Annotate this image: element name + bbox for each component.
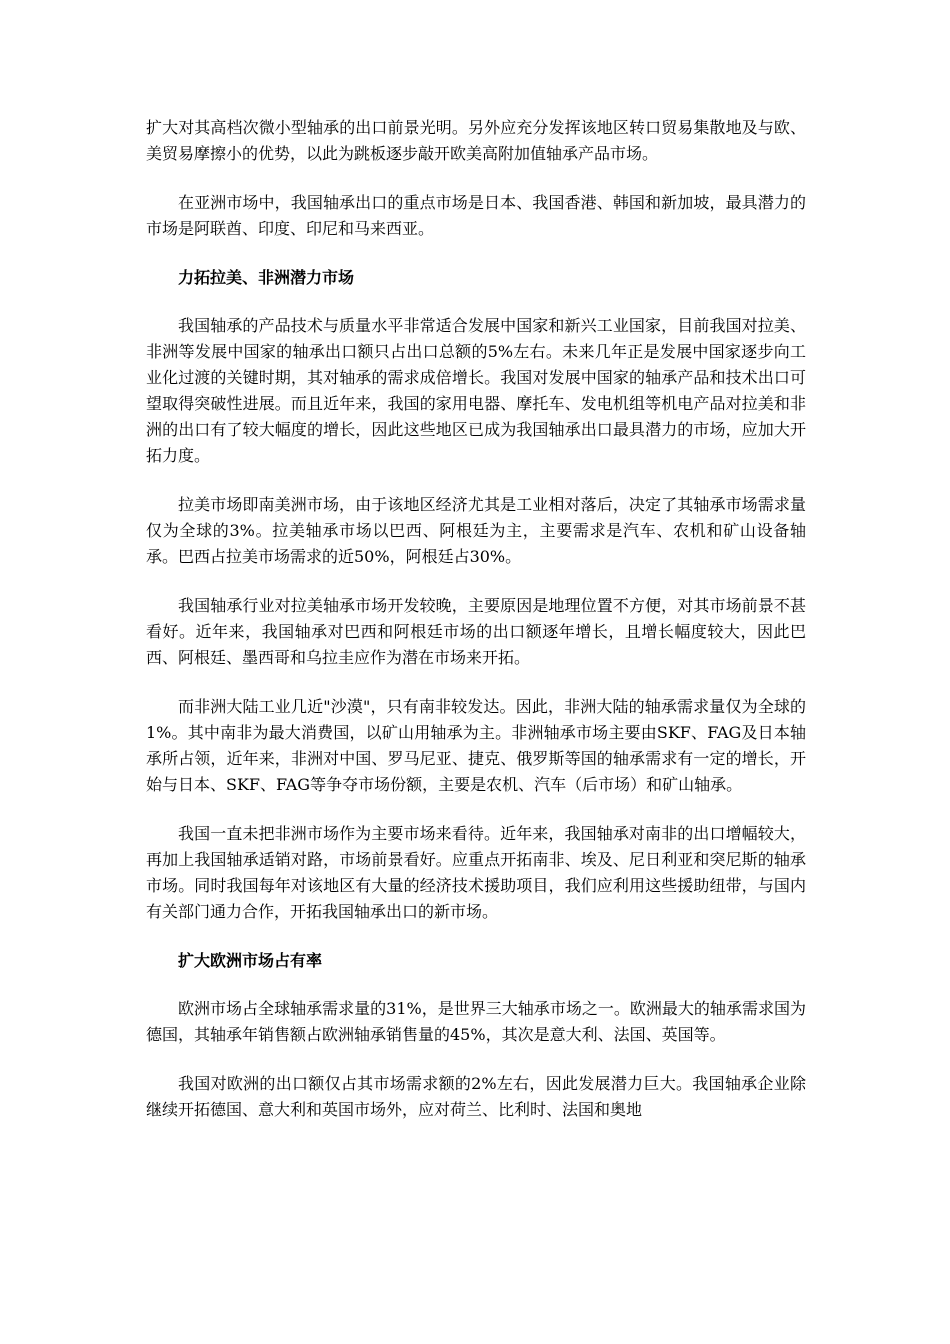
document-body [146, 115, 806, 1146]
section-heading: 扩大欧洲市场占有率 [178, 951, 323, 970]
paragraph: 而非洲大陆工业几近"沙漠"，只有南非较发达。因此，非洲大陆的轴承需求量仅为全球的1%。其中南非为最大消费国，以矿山用轴承为主。非洲轴承市场主要由SKF、FAG及日本轴承所占领，近年来，非洲对中国、罗马尼亚、捷克、俄罗斯等国的轴承需求有一定的增长，开始与日本、SKF、FAG等争夺市场份额，主要是农机、汽车（后市场）和矿山轴承。 [146, 697, 806, 794]
paragraph: 我国对欧洲的出口额仅占其市场需求额的2%左右，因此发展潜力巨大。我国轴承企业除继续开拓德国、意大利和英国市场外，应对荷兰、比利时、法国和奥地 [146, 1074, 806, 1119]
paragraph: 我国一直未把非洲市场作为主要市场来看待。近年来，我国轴承对南非的出口增幅较大，再加上我国轴承适销对路，市场前景看好。应重点开拓南非、埃及、尼日利亚和突尼斯的轴承市场。同时我国每年对该地区有大量的经济技术援助项目，我们应利用这些援助纽带，与国内有关部门通力合作，开拓我国轴承出口的新市场。 [146, 824, 806, 921]
paragraph: 我国轴承行业对拉美轴承市场开发较晚，主要原因是地理位置不方便，对其市场前景不甚看好。近年来，我国轴承对巴西和阿根廷市场的出口额逐年增长，且增长幅度较大，因此巴西、阿根廷、墨西哥和乌拉圭应作为潜在市场来开拓。 [146, 596, 806, 667]
paragraph: 在亚洲市场中，我国轴承出口的重点市场是日本、我国香港、韩国和新加坡，最具潜力的市场是阿联酋、印度、印尼和马来西亚。 [146, 193, 806, 238]
paragraph: 扩大对其高档次微小型轴承的出口前景光明。另外应充分发挥该地区转口贸易集散地及与欧、美贸易摩擦小的优势，以此为跳板逐步敲开欧美高附加值轴承产品市场。 [146, 118, 806, 163]
paragraph: 拉美市场即南美洲市场，由于该地区经济尤其是工业相对落后，决定了其轴承市场需求量仅为全球的3%。拉美轴承市场以巴西、阿根廷为主，主要需求是汽车、农机和矿山设备轴承。巴西占拉美市场需求的近50%，阿根廷占30%。 [146, 495, 806, 566]
paragraph: 欧洲市场占全球轴承需求量的31%，是世界三大轴承市场之一。欧洲最大的轴承需求国为德国，其轴承年销售额占欧洲轴承销售量的45%，其次是意大利、法国、英国等。 [146, 999, 806, 1044]
section-heading: 力拓拉美、非洲潜力市场 [178, 268, 355, 287]
paragraph: 我国轴承的产品技术与质量水平非常适合发展中国家和新兴工业国家，目前我国对拉美、非洲等发展中国家的轴承出口额只占出口总额的5%左右。未来几年正是发展中国家逐步向工业化过渡的关键时期，其对轴承的需求成倍增长。我国对发展中国家的轴承产品和技术出口可望取得突破性进展。而且近年来，我国的家用电器、摩托车、发电机组等机电产品对拉美和非洲的出口有了较大幅度的增长，因此这些地区已成为我国轴承出口最具潜力的市场，应加大开拓力度。 [146, 316, 806, 465]
